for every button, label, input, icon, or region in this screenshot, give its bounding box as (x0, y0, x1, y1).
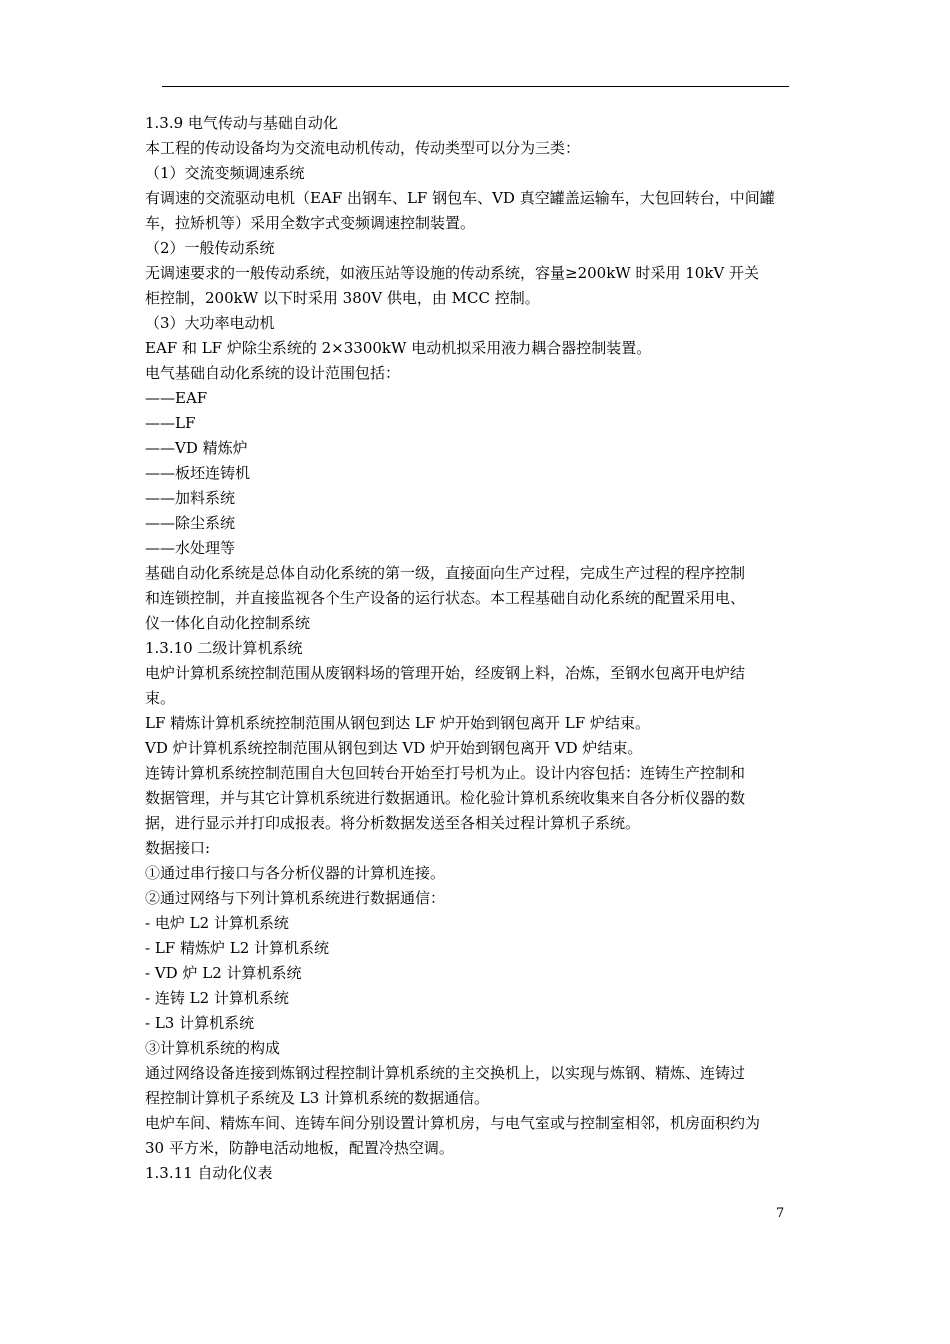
text-line: 1.3.9 电气传动与基础自动化 (145, 114, 338, 132)
text-line: ①通过串行接口与各分析仪器的计算机连接。 (145, 864, 446, 882)
text-line: 本工程的传动设备均为交流电动机传动，传动类型可以分为三类： (145, 139, 581, 157)
text-line: - 电炉 L2 计算机系统 (145, 914, 289, 932)
text-line: VD 炉计算机系统控制范围从钢包到达 VD 炉开始到钢包离开 VD 炉结束。 (145, 739, 643, 757)
text-line: 电炉车间、精炼车间、连铸车间分别设置计算机房，与电气室或与控制室相邻，机房面积约为 (145, 1114, 761, 1132)
text-line: 1.3.10 二级计算机系统 (145, 639, 303, 657)
text-line: 和连锁控制，并直接监视各个生产设备的运行状态。本工程基础自动化系统的配置采用电、 (145, 589, 746, 607)
text-line: 有调速的交流驱动电机（EAF 出钢车、LF 钢包车、VD 真空罐盖运输车，大包回转台，中间罐 (145, 189, 775, 207)
text-line: 通过网络设备连接到炼钢过程控制计算机系统的主交换机上，以实现与炼钢、精炼、连铸过 (145, 1064, 746, 1082)
text-line: 柜控制，200kW 以下时采用 380V 供电，由 MCC 控制。 (145, 289, 540, 307)
document-body (145, 111, 810, 1186)
text-line: 数据接口: (145, 839, 211, 857)
text-line: （1）交流变频调速系统 (145, 164, 305, 182)
text-line: ②通过网络与下列计算机系统进行数据通信： (145, 889, 446, 907)
text-line: LF 精炼计算机系统控制范围从钢包到达 LF 炉开始到钢包离开 LF 炉结束。 (145, 714, 650, 732)
text-line: 电炉计算机系统控制范围从废钢料场的管理开始，经废钢上料，冶炼，至钢水包离开电炉结 (145, 664, 746, 682)
text-line: 束。 (145, 689, 176, 707)
text-line: EAF 和 LF 炉除尘系统的 2×3300kW 电动机拟采用液力耦合器控制装置。 (145, 339, 652, 357)
header-rule (162, 86, 789, 87)
text-line: 程控制计算机子系统及 L3 计算机系统的数据通信。 (145, 1089, 490, 1107)
text-line: - L3 计算机系统 (145, 1014, 255, 1032)
text-line: 1.3.11 自动化仪表 (145, 1164, 273, 1182)
text-line: - LF 精炼炉 L2 计算机系统 (145, 939, 330, 957)
text-line: ——板坯连铸机 (145, 464, 251, 482)
text-line: 车，拉矫机等）采用全数字式变频调速控制装置。 (145, 214, 476, 232)
text-line: 据，进行显示并打印成报表。将分析数据发送至各相关过程计算机子系统。 (145, 814, 641, 832)
text-line: ——加料系统 (145, 489, 236, 507)
text-line: 数据管理，并与其它计算机系统进行数据通讯。检化验计算机系统收集来自各分析仪器的数 (145, 789, 746, 807)
text-line: ——VD 精炼炉 (145, 439, 248, 457)
text-line: 连铸计算机系统控制范围自大包回转台开始至打号机为止。设计内容包括：连铸生产控制和 (145, 764, 746, 782)
text-line: （3）大功率电动机 (145, 314, 275, 332)
text-line: ③计算机系统的构成 (145, 1039, 281, 1057)
text-line: 仪一体化自动化控制系统 (145, 614, 311, 632)
page-number: 7 (776, 1206, 785, 1221)
text-line: ——EAF (145, 389, 208, 407)
text-line: 基础自动化系统是总体自动化系统的第一级，直接面向生产过程，完成生产过程的程序控制 (145, 564, 746, 582)
text-line: 无调速要求的一般传动系统，如液压站等设施的传动系统，容量≥200kW 时采用 10kV 开关 (145, 264, 760, 282)
text-line: 电气基础自动化系统的设计范围包括： (145, 364, 401, 382)
text-line: ——水处理等 (145, 539, 236, 557)
text-line: - VD 炉 L2 计算机系统 (145, 964, 302, 982)
text-line: （2）一般传动系统 (145, 239, 275, 257)
text-line: ——LF (145, 414, 196, 432)
text-line: ——除尘系统 (145, 514, 236, 532)
text-line: - 连铸 L2 计算机系统 (145, 989, 289, 1007)
text-line: 30 平方米，防静电活动地板，配置冷热空调。 (145, 1139, 454, 1157)
